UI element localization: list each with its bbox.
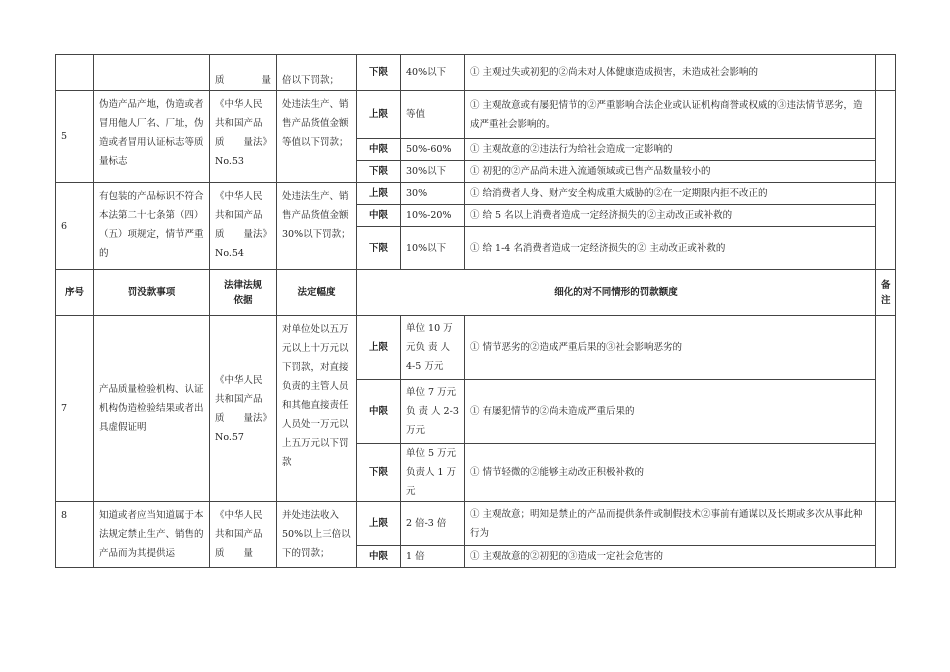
row-range: 倍以下罚款； xyxy=(277,55,357,91)
level-amount: 2 倍-3 倍 xyxy=(401,502,465,546)
level-desc: ① 有屡犯情节的②尚未造成严重后果的 xyxy=(465,380,876,444)
level-label: 上限 xyxy=(357,502,401,546)
level-desc: ① 给 5 名以上消费者造成一定经济损失的②主动改正或补救的 xyxy=(465,205,876,227)
row-note xyxy=(876,316,896,502)
table-row xyxy=(56,91,896,139)
table-row xyxy=(56,316,896,380)
level-amount: 等值 xyxy=(401,91,465,139)
level-amount: 50%-60% xyxy=(401,139,465,161)
level-desc: ① 主观故意的②违法行为给社会造成一定影响的 xyxy=(465,139,876,161)
level-desc: ① 情节恶劣的②造成严重后果的③社会影响恶劣的 xyxy=(465,316,876,380)
level-desc: ① 主观过失或初犯的②尚未对人体健康造成损害，未造成社会影响的 xyxy=(465,55,876,91)
row-law: 质 量 xyxy=(210,55,277,91)
level-label: 下限 xyxy=(357,55,401,91)
level-label: 上限 xyxy=(357,316,401,380)
row-item: 伪造产品产地，伪造或者冒用他人厂名、厂址，伪造或者冒用认证标志等质量标志 xyxy=(94,91,210,183)
level-amount: 10%以下 xyxy=(401,227,465,270)
row-item: 有包装的产品标识不符合本法第二十七条第（四）（五）项规定，情节严重的 xyxy=(94,183,210,270)
level-desc: ① 主观故意；明知是禁止的产品而提供条件或制假技术②事前有通谋以及长期或多次从事此种行为 xyxy=(465,502,876,546)
level-label: 中限 xyxy=(357,546,401,568)
row-note xyxy=(876,183,896,270)
row-range: 处违法生产、销售产品货值金额 30%以下罚款； xyxy=(277,183,357,270)
level-label: 下限 xyxy=(357,161,401,183)
level-desc: ① 给消费者人身、财产安全构成重大威胁的②在一定期限内拒不改正的 xyxy=(465,183,876,205)
level-label: 中限 xyxy=(357,380,401,444)
table-row xyxy=(56,502,896,546)
level-desc: ① 情节轻微的②能够主动改正积极补救的 xyxy=(465,444,876,502)
row-item xyxy=(94,55,210,91)
level-amount: 单位 5 万元负责人 1 万元 xyxy=(401,444,465,502)
header-range: 法定幅度 xyxy=(277,270,357,316)
row-range: 处违法生产、销售产品货值金额等值以下罚款； xyxy=(277,91,357,183)
table-row xyxy=(56,183,896,205)
row-no: 6 xyxy=(56,183,94,270)
row-range: 并处违法收入 50%以上三倍以下的罚款； xyxy=(277,502,357,568)
table-row xyxy=(56,55,896,91)
header-law: 法律法规 依据 xyxy=(210,270,277,316)
row-note xyxy=(876,502,896,568)
level-label: 下限 xyxy=(357,227,401,270)
level-amount: 30%以下 xyxy=(401,161,465,183)
level-amount: 单位 7 万元负 责 人 2-3 万元 xyxy=(401,380,465,444)
level-label: 上限 xyxy=(357,183,401,205)
table-header-row xyxy=(56,270,896,316)
row-law: 《中华人民共和国产品质 量法》No.54 xyxy=(210,183,277,270)
level-desc: ① 给 1-4 名消费者造成一定经济损失的② 主动改正或补救的 xyxy=(465,227,876,270)
level-desc: ① 主观故意或有屡犯情节的②严重影响合法企业或认证机构商誉或权威的③违法情节恶劣，造成严重社会影响的。 xyxy=(465,91,876,139)
header-no: 序号 xyxy=(56,270,94,316)
level-label: 上限 xyxy=(357,91,401,139)
row-item: 知道或者应当知道属于本法规定禁止生产、销售的产品而为其提供运 xyxy=(94,502,210,568)
header-note: 备注 xyxy=(876,270,896,316)
level-desc: ① 主观故意的②初犯的③造成一定社会危害的 xyxy=(465,546,876,568)
row-no: 5 xyxy=(56,91,94,183)
row-no xyxy=(56,55,94,91)
row-law: 《中华人民共和国产品质 量法》No.57 xyxy=(210,316,277,502)
header-detail: 细化的对不同情形的罚款额度 xyxy=(357,270,876,316)
level-amount: 1 倍 xyxy=(401,546,465,568)
level-amount: 10%-20% xyxy=(401,205,465,227)
level-desc: ① 初犯的②产品尚未进入流通领域或已售产品数量较小的 xyxy=(465,161,876,183)
level-label: 中限 xyxy=(357,139,401,161)
row-law: 《中华人民共和国产品质 量法》No.53 xyxy=(210,91,277,183)
level-amount: 40%以下 xyxy=(401,55,465,91)
header-item: 罚没款事项 xyxy=(94,270,210,316)
row-note xyxy=(876,55,896,91)
row-range: 对单位处以五万元以上十万元以下罚款，对直接负责的主管人员和其他直接责任人员处一万元以上五万元以下罚款 xyxy=(277,316,357,502)
level-amount: 30% xyxy=(401,183,465,205)
level-amount: 单位 10 万元负 责 人 4-5 万元 xyxy=(401,316,465,380)
level-label: 中限 xyxy=(357,205,401,227)
row-no: 7 xyxy=(56,316,94,502)
row-law: 《中华人民共和国产品质 量 xyxy=(210,502,277,568)
penalty-table xyxy=(55,54,896,568)
level-label: 下限 xyxy=(357,444,401,502)
row-item: 产品质量检验机构、认证机构伪造检验结果或者出具虚假证明 xyxy=(94,316,210,502)
row-no: 8 xyxy=(56,502,94,568)
row-note xyxy=(876,91,896,183)
